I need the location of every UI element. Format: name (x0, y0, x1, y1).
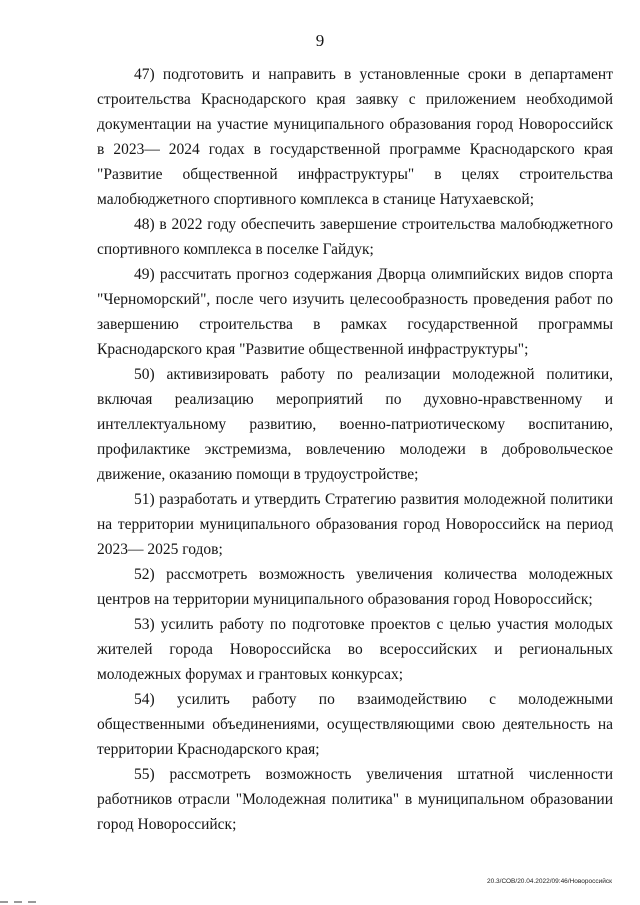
paragraph-55: 55) рассмотреть возможность увеличения штатной численности работников отрасли "Молодежная политика" в муниципальном образовании город Новороссийск; (97, 766, 613, 833)
paragraph-48: 48) в 2022 году обеспечить завершение строительства малобюджетного спортивного комплекса в поселке Гайдук; (97, 216, 613, 258)
paragraph-50: 50) активизировать работу по реализации молодежной политики, включая реализацию мероприятий по духовно-нравственному и интеллектуальному развитию, военно-патриотическому воспитанию, профилактике экстремизма, вовлечению молодежи в добровольческое движение, оказанию помощи в трудоустройстве; (97, 366, 613, 483)
page-number: 9 (315, 31, 325, 50)
document-footer-code: 20.3/СОВ/20.04.2022/09:46/Новороссийск (486, 878, 612, 885)
scan-edge-mark (0, 901, 38, 903)
paragraph-47: 47) подготовить и направить в установленные сроки в департамент строительства Краснодарского края заявку с приложением необходимой документации на участие муниципального образования город Новороссийск в 2023— 2024 годах в государственной программе Краснодарского края "Развитие общественной инфраструктуры" в целях строительства малобюджетного спортивного комплекса в станице Натухаевской; (97, 66, 613, 208)
paragraph-53: 53) усилить работу по подготовке проектов с целью участия молодых жителей города Новороссийска во всероссийских и региональных молодежных форумах и грантовых конкурсах; (97, 616, 613, 683)
paragraph-52: 52) рассмотреть возможность увеличения количества молодежных центров на территории муниципального образования город Новороссийск; (97, 566, 613, 608)
paragraph-51: 51) разработать и утвердить Стратегию развития молодежной политики на территории муниципального образования город Новороссийск на период 2023— 2025 годов; (97, 491, 613, 558)
paragraph-49: 49) рассчитать прогноз содержания Дворца олимпийских видов спорта "Черноморский", после чего изучить целесообразность проведения работ по завершению строительства в рамках государственной программы Краснодарского края "Развитие общественной инфраструктуры"; (97, 266, 613, 358)
document-body (97, 62, 613, 837)
paragraph-54: 54) усилить работу по взаимодействию с молодежными общественными объединениями, осуществляющими свою деятельность на территории Краснодарского края; (97, 691, 613, 758)
